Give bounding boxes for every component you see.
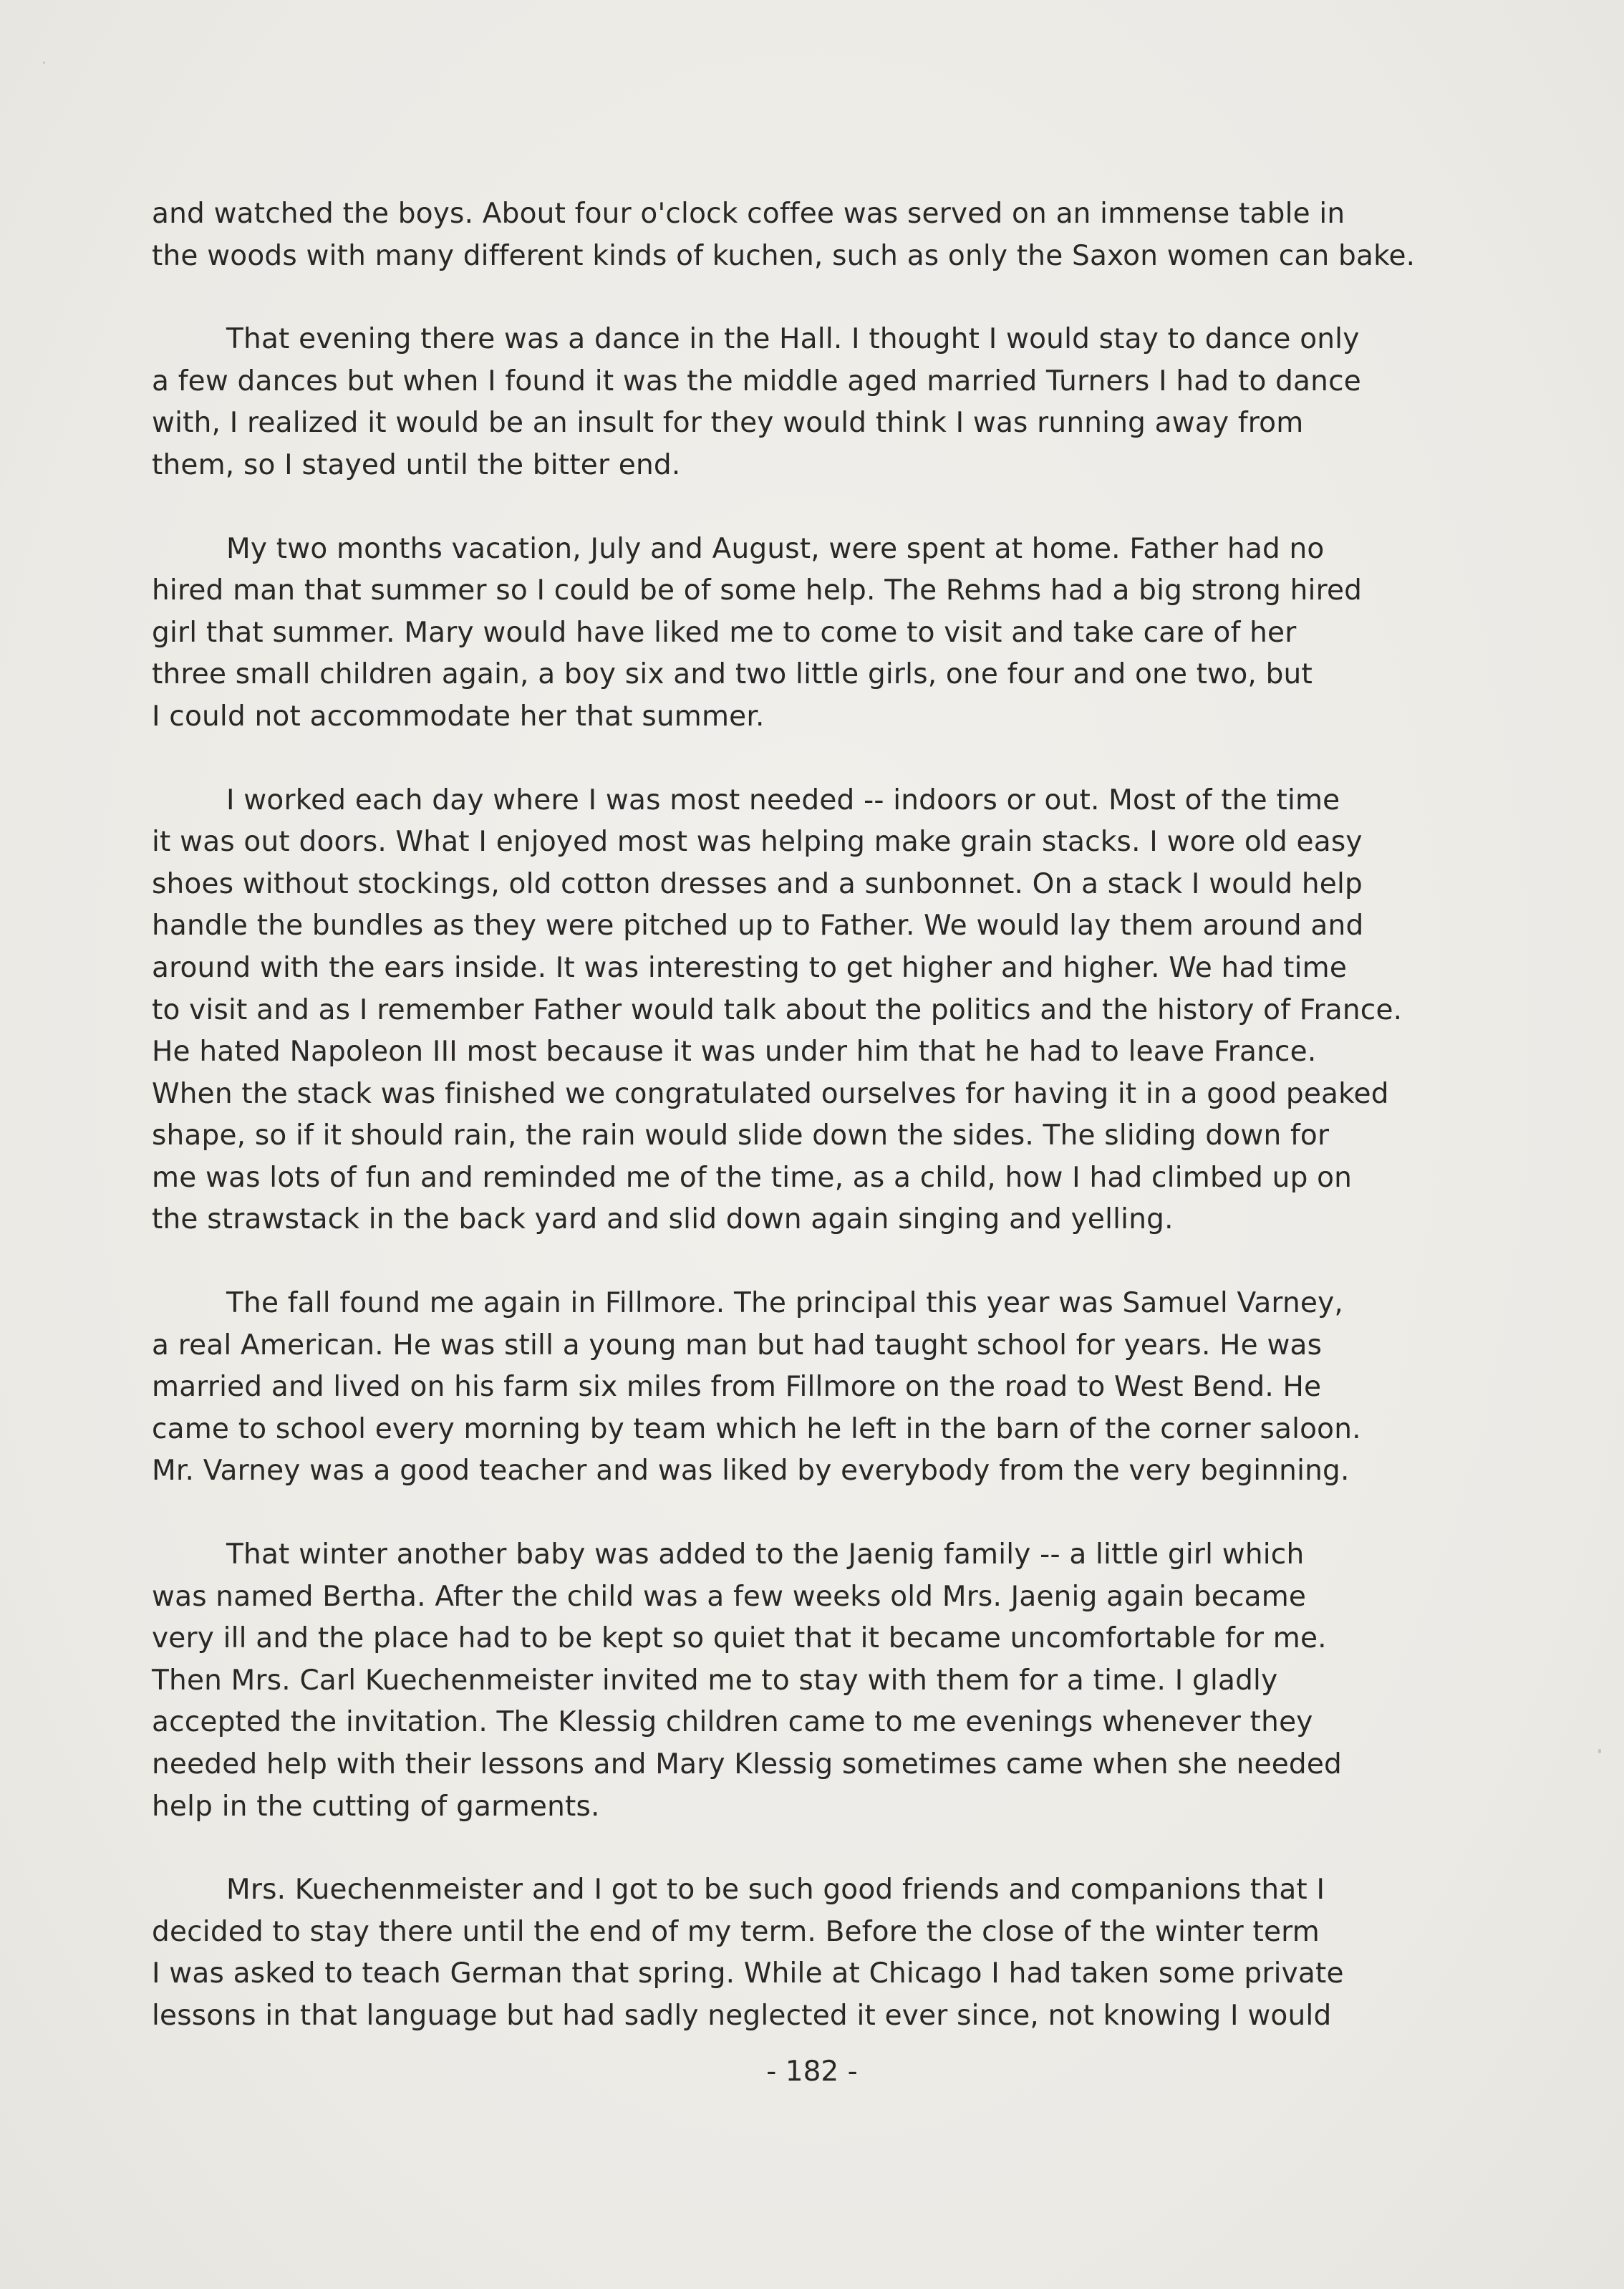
text-line: to visit and as I remember Father would talk about the politics and the history of France. xyxy=(152,993,1403,1026)
text-line: I could not accommodate her that summer. xyxy=(152,700,765,733)
text-line: The fall found me again in Fillmore. The principal this year was Samuel Varney, xyxy=(226,1287,1343,1320)
text-line: Then Mrs. Carl Kuechenmeister invited me to stay with them for a time. I gladly xyxy=(152,1664,1278,1697)
text-line: I worked each day where I was most needed -- indoors or out. Most of the time xyxy=(226,784,1340,816)
text-line: That evening there was a dance in the Hall. I thought I would stay to dance only xyxy=(226,323,1360,356)
text-line: the strawstack in the back yard and slid down again singing and yelling. xyxy=(152,1203,1174,1236)
text-line: Mrs. Kuechenmeister and I got to be such good friends and companions that I xyxy=(226,1874,1325,1907)
paragraph xyxy=(152,1283,1555,1493)
text-line: it was out doors. What I enjoyed most was helping make grain stacks. I wore old easy xyxy=(152,826,1363,859)
text-line: and watched the boys. About four o'clock coffee was served on an immense table in xyxy=(152,198,1345,230)
text-line: with, I realized it would be an insult for they would think I was running away from xyxy=(152,407,1304,440)
text-line: around with the ears inside. It was interesting to get higher and higher. We had time xyxy=(152,951,1348,984)
page-number: - 182 - xyxy=(766,2056,858,2088)
text-line: hired man that summer so I could be of some help. The Rehms had a big strong hired xyxy=(152,574,1363,607)
text-line: My two months vacation, July and August, were spent at home. Father had no xyxy=(226,532,1325,565)
text-line: me was lots of fun and reminded me of the time, as a child, how I had climbed up on xyxy=(152,1161,1353,1194)
paragraph xyxy=(152,193,1555,277)
text-line: three small children again, a boy six and two little girls, one four and one two, but xyxy=(152,658,1313,691)
text-line: That winter another baby was added to the Jaenig family -- a little girl which xyxy=(226,1538,1305,1571)
text-line: handle the bundles as they were pitched up to Father. We would lay them around and xyxy=(152,910,1364,943)
text-line: a few dances but when I found it was the middle aged married Turners I had to dance xyxy=(152,365,1361,397)
text-line: married and lived on his farm six miles from Fillmore on the road to West Bend. He xyxy=(152,1371,1322,1404)
text-line: the woods with many different kinds of kuchen, such as only the Saxon women can bake. xyxy=(152,239,1416,272)
text-line: was named Bertha. After the child was a few weeks old Mrs. Jaenig again became xyxy=(152,1580,1307,1613)
paragraph xyxy=(152,780,1555,1242)
text-line: very ill and the place had to be kept so quiet that it became uncomfortable for me. xyxy=(152,1622,1327,1655)
text-line: came to school every morning by team which he left in the barn of the corner saloon. xyxy=(152,1412,1361,1445)
paragraph xyxy=(152,1869,1555,2037)
text-line: lessons in that language but had sadly neglected it ever since, not knowing I would xyxy=(152,1999,1332,2032)
text-line: shape, so if it should rain, the rain would slide down the sides. The sliding down for xyxy=(152,1119,1330,1152)
text-line: them, so I stayed until the bitter end. xyxy=(152,448,681,481)
text-line: Mr. Varney was a good teacher and was liked by everybody from the very beginning. xyxy=(152,1455,1350,1488)
paragraph xyxy=(152,529,1555,738)
text-line: He hated Napoleon III most because it was under him that he had to leave France. xyxy=(152,1036,1317,1069)
text-line: needed help with their lessons and Mary Klessig sometimes came when she needed xyxy=(152,1748,1343,1780)
body-text xyxy=(152,193,1555,2079)
text-line: shoes without stockings, old cotton dresses and a sunbonnet. On a stack I would help xyxy=(152,867,1363,900)
paragraph xyxy=(152,319,1555,486)
paper-speck xyxy=(1598,1749,1601,1753)
text-line: help in the cutting of garments. xyxy=(152,1790,600,1823)
paragraph xyxy=(152,1534,1555,1828)
text-line: accepted the invitation. The Klessig children came to me evenings whenever they xyxy=(152,1706,1313,1739)
text-line: I was asked to teach German that spring. While at Chicago I had taken some private xyxy=(152,1957,1344,1990)
text-line: girl that summer. Mary would have liked me to come to visit and take care of her xyxy=(152,616,1297,649)
paper-speck xyxy=(43,62,45,64)
text-line: When the stack was finished we congratulated ourselves for having it in a good peaked xyxy=(152,1077,1389,1110)
text-line: decided to stay there until the end of my term. Before the close of the winter term xyxy=(152,1915,1320,1948)
text-line: a real American. He was still a young man but had taught school for years. He was xyxy=(152,1329,1323,1362)
